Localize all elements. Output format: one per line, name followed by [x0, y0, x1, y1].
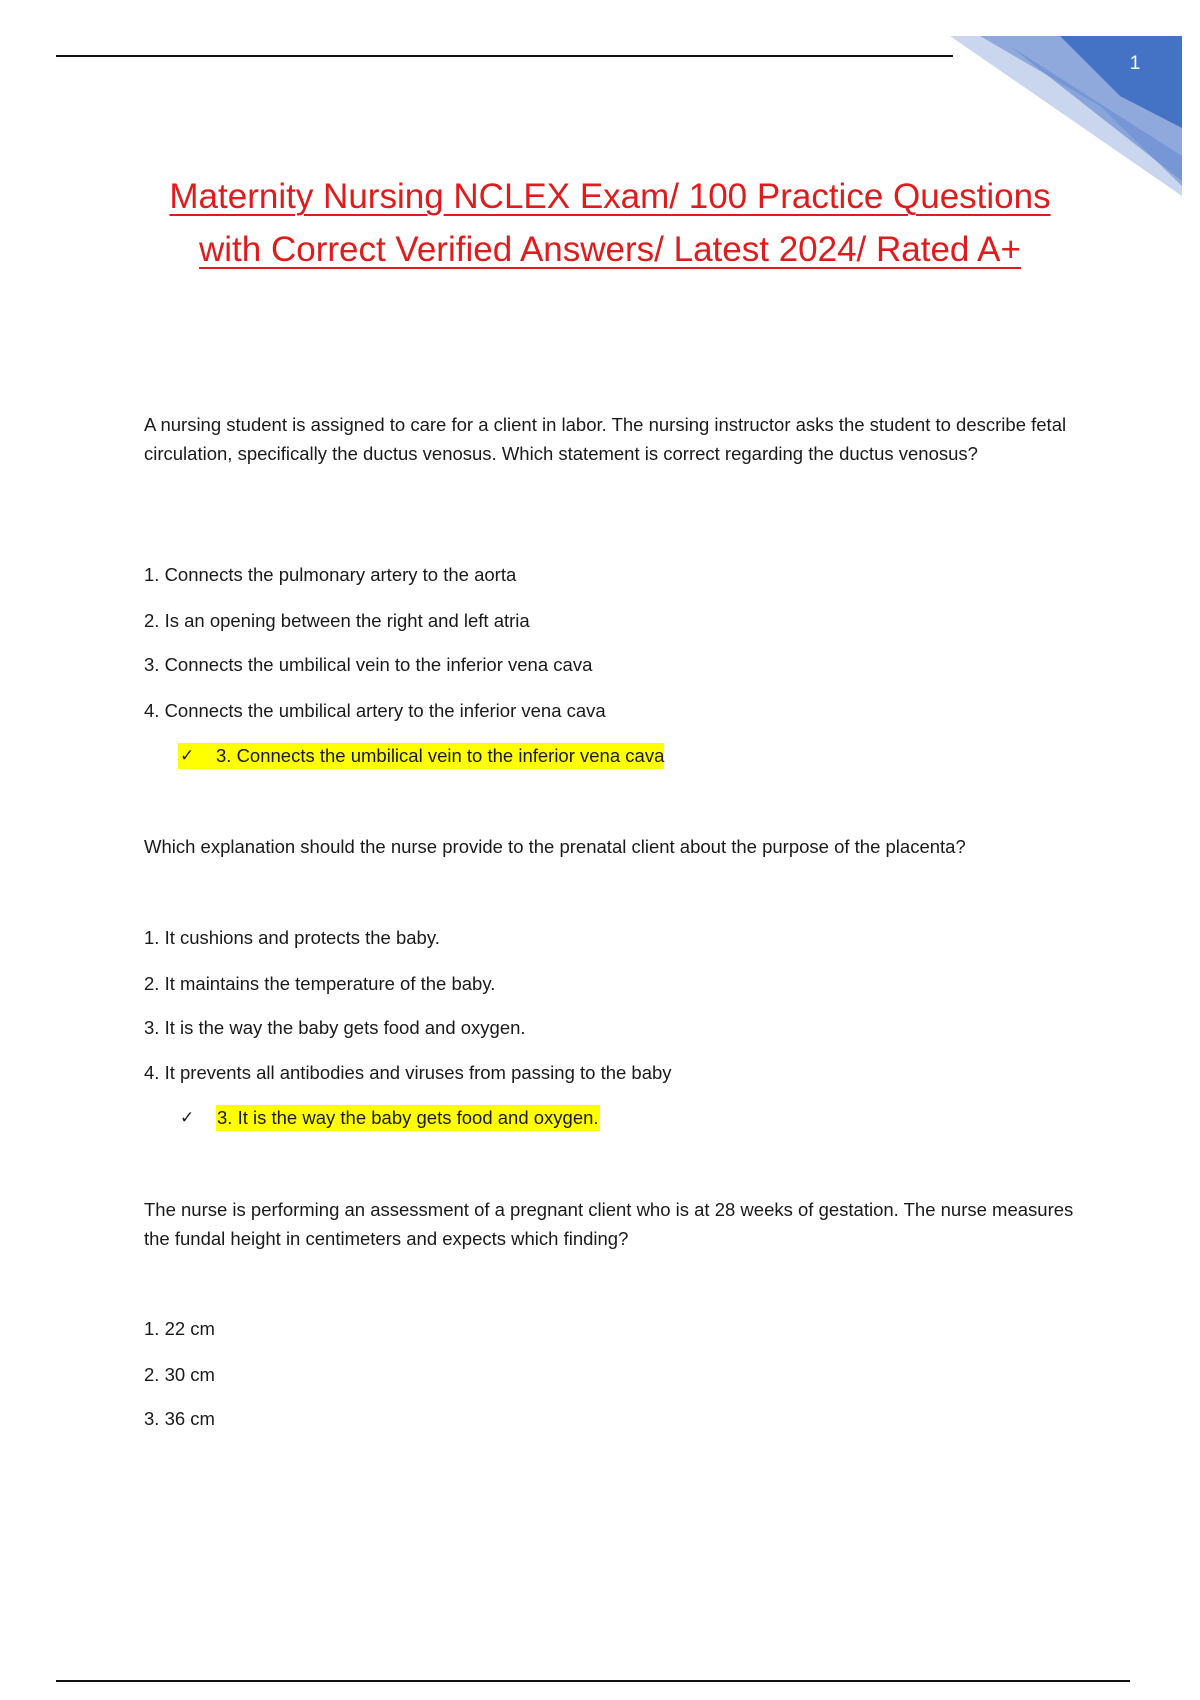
question-3-option-3: 3. 36 cm [144, 1408, 215, 1429]
title-line-1: Maternity Nursing NCLEX Exam/ 100 Practice Questions [169, 177, 1051, 216]
question-1-option-2: 2. Is an opening between the right and left atria [144, 610, 530, 631]
footer-rule [56, 1680, 1130, 1682]
question-1-option-4: 4. Connects the umbilical artery to the inferior vena cava [144, 700, 606, 721]
question-1-answer [178, 743, 664, 769]
checkmark-icon: ✓ [180, 746, 195, 765]
question-3-option-2: 2. 30 cm [144, 1364, 215, 1385]
question-3-text: The nurse is performing an assessment of a pregnant client who is at 28 weeks of gestation. The nurse measures the fundal height in centimeters and expects which finding? [144, 1199, 1074, 1249]
question-1-option-1: 1. Connects the pulmonary artery to the aorta [144, 564, 517, 585]
question-2-option-3: 3. It is the way the baby gets food and oxygen. [144, 1017, 526, 1038]
checkmark-icon: ✓ [180, 1108, 195, 1127]
question-2-text: Which explanation should the nurse provide to the prenatal client about the purpose of the placenta? [144, 836, 966, 857]
question-1-option-3: 3. Connects the umbilical vein to the inferior vena cava [144, 654, 593, 675]
title-line-2: with Correct Verified Answers/ Latest 2024/ Rated A+ [199, 230, 1021, 269]
question-2-option-2: 2. It maintains the temperature of the baby. [144, 973, 496, 994]
header-rule [56, 55, 953, 57]
question-3-option-1: 1. 22 cm [144, 1318, 215, 1339]
document-title [100, 170, 1120, 276]
question-1-text: A nursing student is assigned to care for a client in labor. The nursing instructor asks the student to describe fetal circulation, specifically the ductus venosus. Which statement is correct regarding the ductus venosus? [144, 414, 1067, 464]
question-2-option-1: 1. It cushions and protects the baby. [144, 927, 440, 948]
question-2-option-4: 4. It prevents all antibodies and viruses from passing to the baby [144, 1062, 672, 1083]
page-number: 1 [1129, 53, 1141, 74]
question-1-answer-text: 3. Connects the umbilical vein to the inferior vena cava [216, 745, 665, 766]
question-2-answer [178, 1105, 600, 1131]
question-2-answer-text: 3. It is the way the baby gets food and oxygen. [216, 1105, 600, 1131]
